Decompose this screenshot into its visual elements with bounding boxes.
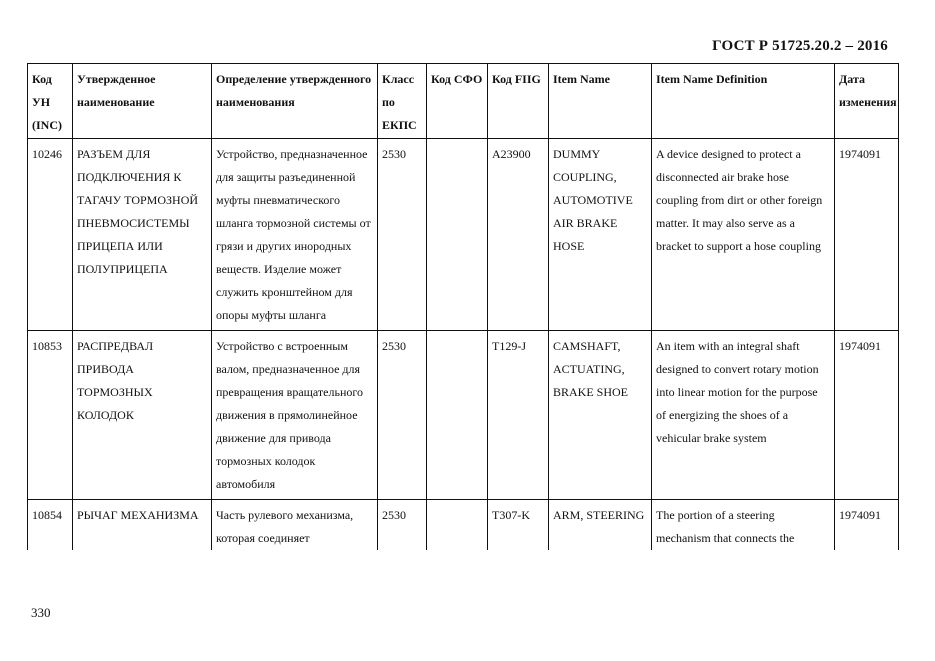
cell-item-name: DUMMY COUPLING, AUTOMOTIVE AIR BRAKE HOSE	[549, 139, 652, 331]
cell-date: 1974091	[835, 139, 899, 331]
cell-code: 10246	[28, 139, 73, 331]
cell-class: 2530	[378, 500, 427, 551]
cell-date: 1974091	[835, 500, 899, 551]
cell-sfo	[427, 139, 488, 331]
cell-item-definition: An item with an integral shaft designed to convert rotary motion into linear motion for the purpose of energizing the shoes of a vehicular brake system	[652, 331, 835, 500]
header-item-definition: Item Name Definition	[652, 64, 835, 139]
cell-item-name: CAMSHAFT, ACTUATING, BRAKE SHOE	[549, 331, 652, 500]
cell-fiig: A23900	[488, 139, 549, 331]
cell-class: 2530	[378, 331, 427, 500]
cell-code: 10853	[28, 331, 73, 500]
cell-fiig: T129-J	[488, 331, 549, 500]
header-code: Код УН (INC)	[28, 64, 73, 139]
cell-name: РАСПРЕДВАЛ ПРИВОДА ТОРМОЗНЫХ КОЛОДОК	[73, 331, 212, 500]
cell-item-definition: The portion of a steering mechanism that connects the	[652, 500, 835, 551]
table-row	[28, 500, 899, 551]
cell-item-name: ARM, STEERING	[549, 500, 652, 551]
cell-fiig: T307-K	[488, 500, 549, 551]
header-fiig: Код FIIG	[488, 64, 549, 139]
cell-definition: Устройство с встроенным валом, предназначенное для превращения вращательного движения в прямолинейное движение для привода тормозных колодок автомобиля	[212, 331, 378, 500]
header-item-name: Item Name	[549, 64, 652, 139]
table-row	[28, 139, 899, 331]
page-number: 330	[31, 605, 51, 620]
cell-date: 1974091	[835, 331, 899, 500]
header-name: Утвержденное наименование	[73, 64, 212, 139]
header-definition: Определение утвержденного наименования	[212, 64, 378, 139]
table-row	[28, 331, 899, 500]
cell-code: 10854	[28, 500, 73, 551]
cell-definition: Часть рулевого механизма, которая соединяет	[212, 500, 378, 551]
header-date: Дата изменения	[835, 64, 899, 139]
table-header-row	[28, 64, 899, 139]
cell-sfo	[427, 331, 488, 500]
header-sfo: Код СФО	[427, 64, 488, 139]
cell-definition: Устройство, предназначенное для защиты разъединенной муфты пневматического шланга тормозной системы от грязи и других инородных веществ. Изделие может служить кронштейном для опоры муфты шланга	[212, 139, 378, 331]
cell-class: 2530	[378, 139, 427, 331]
cell-sfo	[427, 500, 488, 551]
cell-name: РАЗЪЕМ ДЛЯ ПОДКЛЮЧЕНИЯ К ТАГАЧУ ТОРМОЗНОЙ ПНЕВМОСИСТЕМЫ ПРИЦЕПА ИЛИ ПОЛУПРИЦЕПА	[73, 139, 212, 331]
header-class: Класс по ЕКПС	[378, 64, 427, 139]
cell-name: РЫЧАГ МЕХАНИЗМА	[73, 500, 212, 551]
document-id: ГОСТ Р 51725.20.2 – 2016	[712, 38, 888, 54]
nomenclature-table	[27, 63, 899, 550]
cell-item-definition: A device designed to protect a disconnected air brake hose coupling from dirt or other foreign matter. It may also serve as a bracket to support a hose coupling	[652, 139, 835, 331]
